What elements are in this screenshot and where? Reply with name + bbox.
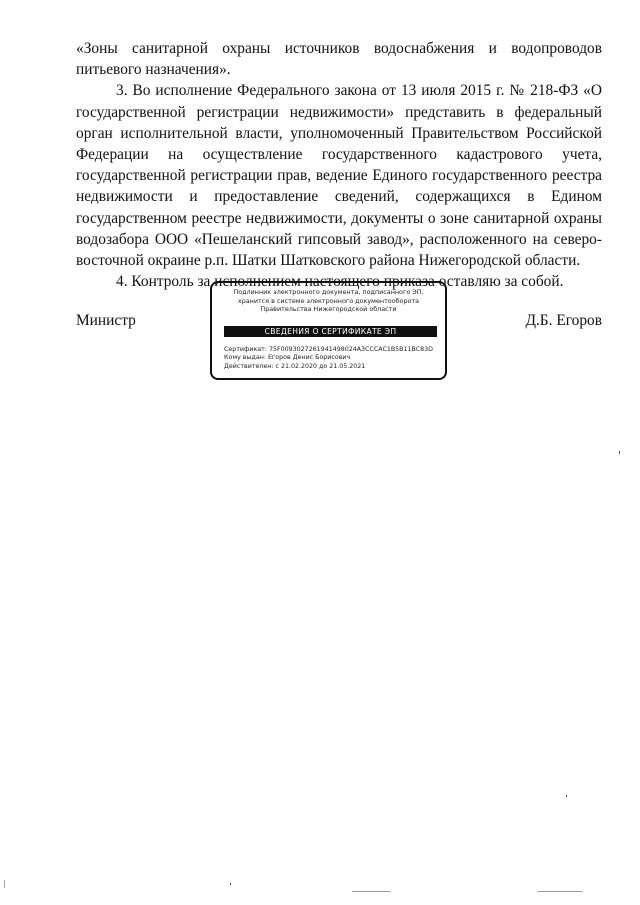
- validity-value: с 21.02.2020 до 21.05.2021: [275, 362, 366, 370]
- paragraph-3: 3. Во исполнение Федерального закона от 13 июля 2015 г. № 218-ФЗ «О государственной регистрации недвижимости» представить в федеральный орган исполнительной власти, уполномоченный Правительством Российской Федерации на осуществление государственного кадастрового учета, государственной регистрации прав, ведение Единого государственного реестра недвижимости и предоставление сведений, содержащихся в Едином государственном реестре недвижимости, документы о зоне санитарной охраны водозабора ООО «Пешеланский гипсовый завод», расположенного на северо-восточной окраине р.п. Шатки Шатковского района Нижегородской области.: [76, 82, 602, 270]
- issued-to-value: Егоров Денис Борисович: [267, 354, 351, 362]
- scan-speck: [619, 451, 620, 454]
- scan-speck: [4, 880, 5, 888]
- scan-speck: [230, 883, 231, 885]
- validity-label: Действителен:: [224, 362, 274, 370]
- signer-name: Д.Б. Егоров: [525, 312, 602, 329]
- stamp-note-line: Правительства Нижегородской области: [260, 305, 397, 314]
- stamp-header: СВЕДЕНИЯ О СЕРТИФИКАТЕ ЭП: [224, 326, 437, 337]
- scan-speck: [538, 891, 582, 892]
- validity-row: [224, 363, 444, 371]
- certificate-label: Сертификат:: [224, 346, 267, 353]
- scan-speck: [352, 891, 390, 892]
- scan-speck: [566, 795, 567, 797]
- certificate-row: [224, 346, 444, 354]
- stamp-note: [222, 288, 435, 314]
- order-text: [76, 38, 602, 292]
- issued-to-label: Кому выдан:: [224, 354, 266, 362]
- stamp-note-line: Подлинник электронного документа, подписанного ЭП,: [233, 288, 424, 296]
- signer-title: Министр: [76, 312, 136, 329]
- issued-to-row: [224, 354, 444, 362]
- paragraph-4: 4. Контроль за исполнением настоящего приказа оставляю за собой.: [116, 273, 564, 291]
- stamp-details: [224, 346, 444, 371]
- electronic-signature-stamp: [210, 281, 447, 380]
- stamp-note-line: хранится в системе электронного документооборота: [237, 296, 420, 305]
- paragraph-continued: «Зоны санитарной охраны источников водоснабжения и водопроводов питьевого назначения».: [76, 40, 602, 79]
- certificate-value: 75F0093027261941498024A3CCCAC1B5B11BC83D: [268, 346, 433, 353]
